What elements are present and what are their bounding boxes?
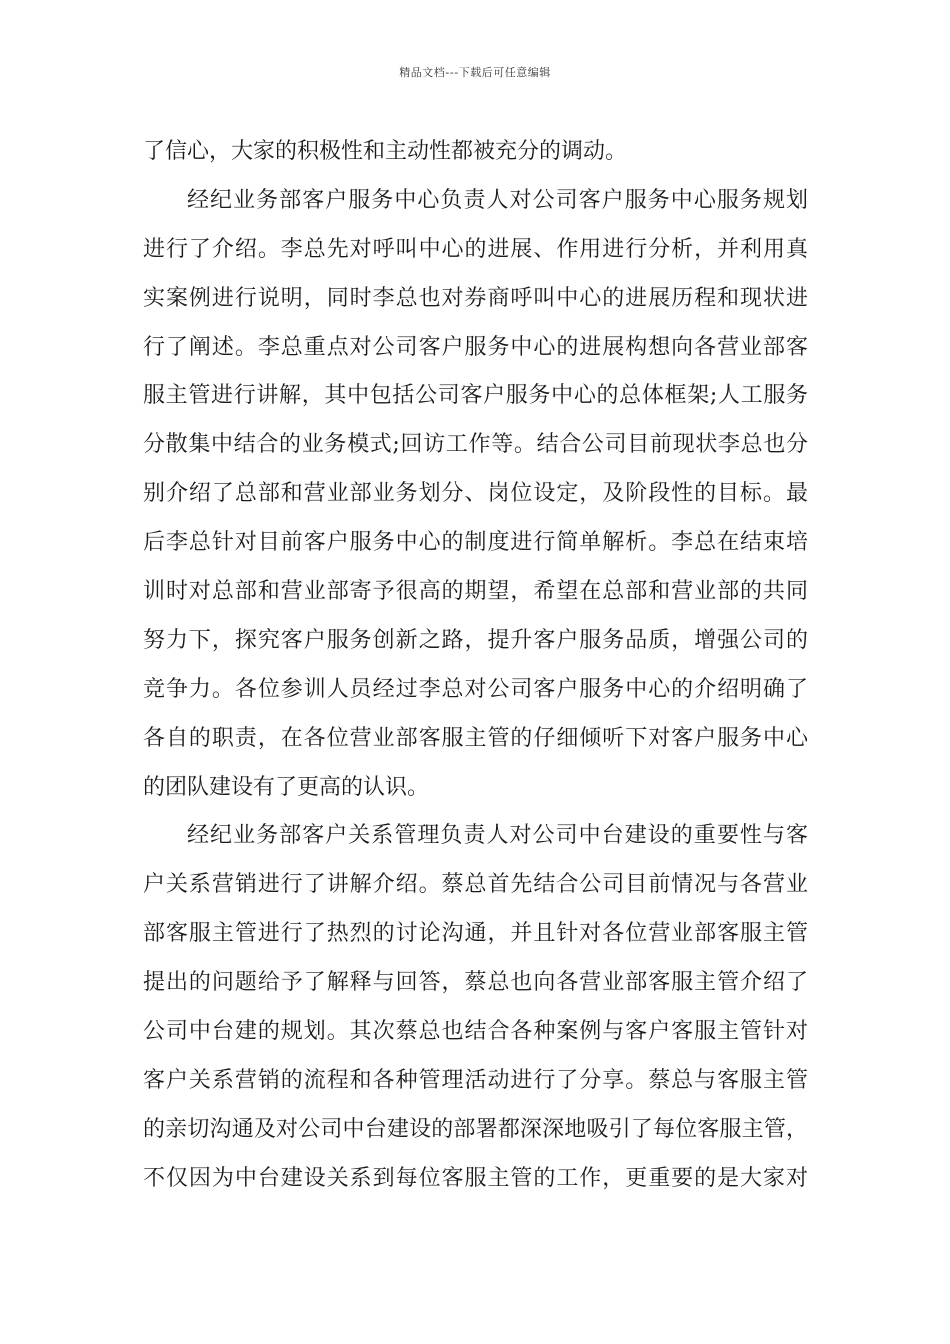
text-line: 训时对总部和营业部寄予很高的期望，希望在总部和营业部的共同 bbox=[143, 579, 808, 605]
text-line: 各自的职责，在各位营业部客服主管的仔细倾听下对客户服务中心 bbox=[143, 725, 808, 751]
page-header: 精品文档---下载后可任意编辑 bbox=[399, 66, 551, 79]
text-line: 实案例进行说明，同时李总也对券商呼叫中心的进展历程和现状进 bbox=[143, 285, 808, 311]
text-line: 经纪业务部客户关系管理负责人对公司中台建设的重要性与客 bbox=[187, 823, 808, 849]
text-line: 后李总针对目前客户服务中心的制度进行简单解析。李总在结束培 bbox=[143, 530, 808, 556]
text-line: 客户关系营销的流程和各种管理活动进行了分享。蔡总与客服主管 bbox=[143, 1067, 808, 1093]
text-line: 户关系营销进行了讲解介绍。蔡总首先结合公司目前情况与各营业 bbox=[143, 872, 808, 898]
text-line: 努力下，探究客户服务创新之路，提升客户服务品质，增强公司的 bbox=[143, 627, 808, 653]
text-line: 的亲切沟通及对公司中台建设的部署都深深地吸引了每位客服主管， bbox=[143, 1116, 808, 1142]
text-line: 竞争力。各位参训人员经过李总对公司客户服务中心的介绍明确了 bbox=[143, 676, 808, 702]
text-line: 提出的问题给予了解释与回答，蔡总也向各营业部客服主管介绍了 bbox=[143, 970, 808, 996]
text-line: 了信心，大家的积极性和主动性都被充分的调动。 bbox=[143, 139, 628, 164]
text-line: 公司中台建的规划。其次蔡总也结合各种案例与客户客服主管针对 bbox=[143, 1019, 808, 1045]
text-line: 不仅因为中台建设关系到每位客服主管的工作，更重要的是大家对 bbox=[143, 1165, 808, 1191]
paragraph-1 bbox=[143, 128, 808, 177]
text-line: 部客服主管进行了热烈的讨论沟通，并且针对各位营业部客服主管 bbox=[143, 921, 808, 947]
paragraph-3 bbox=[143, 812, 808, 1203]
body-text bbox=[143, 128, 808, 1204]
text-line: 进行了介绍。李总先对呼叫中心的进展、作用进行分析，并利用真 bbox=[143, 236, 808, 262]
text-line: 行了阐述。李总重点对公司客户服务中心的进展构想向各营业部客 bbox=[143, 334, 808, 360]
text-line: 分散集中结合的业务模式;回访工作等。结合公司目前现状李总也分 bbox=[143, 432, 808, 458]
text-line: 服主管进行讲解，其中包括公司客户服务中心的总体框架;人工服务 bbox=[143, 383, 808, 409]
text-line: 别介绍了总部和营业部业务划分、岗位设定，及阶段性的目标。最 bbox=[143, 481, 808, 507]
text-line: 的团队建设有了更高的认识。 bbox=[143, 774, 430, 800]
paragraph-2 bbox=[143, 177, 808, 813]
text-line: 经纪业务部客户服务中心负责人对公司客户服务中心服务规划 bbox=[187, 187, 808, 213]
